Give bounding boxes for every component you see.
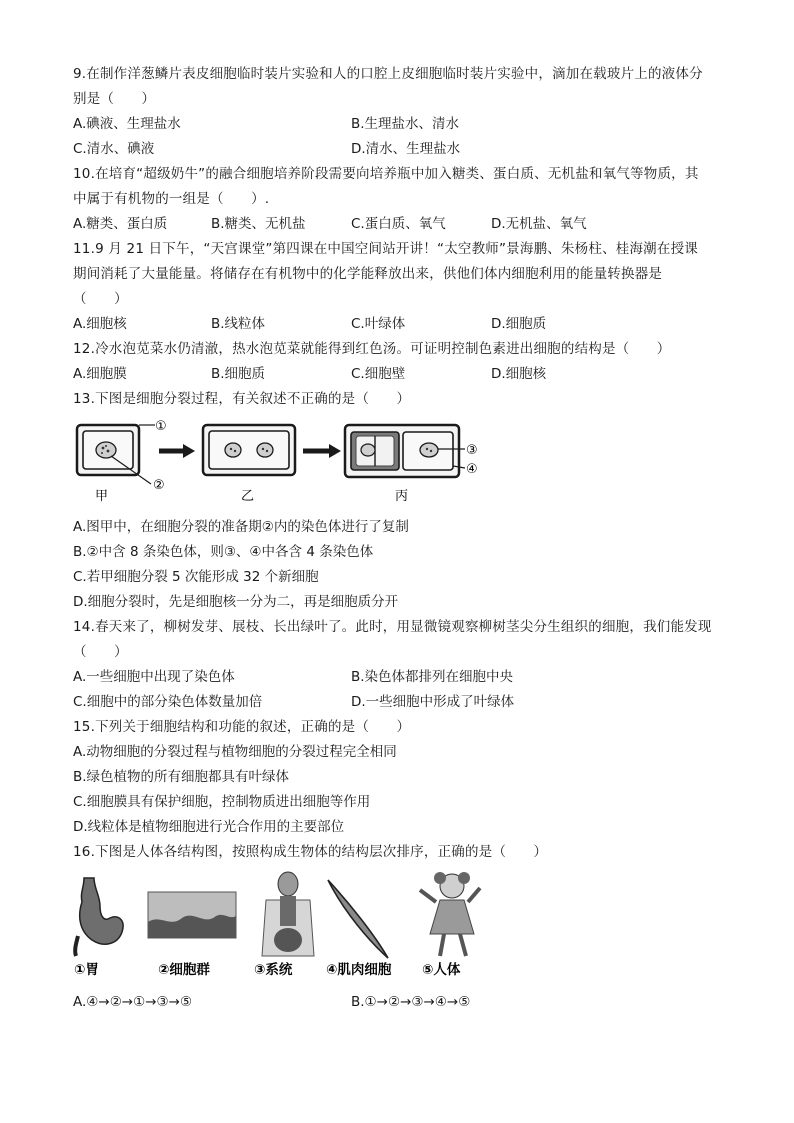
q9-option-d[interactable]: D.清水、生理盐水 (351, 141, 461, 157)
q11-option-a[interactable]: A.细胞核 (73, 316, 127, 332)
q10-stem-line2: 中属于有机物的一组是（ ）. (73, 191, 270, 207)
human-body-icon (420, 872, 480, 956)
q14-option-b[interactable]: B.染色体都排列在细胞中央 (351, 669, 514, 685)
q9-option-c[interactable]: C.清水、碘液 (73, 141, 155, 157)
q16-option-a[interactable]: A.④→②→①→③→⑤ (73, 994, 193, 1010)
q10-option-d[interactable]: D.无机盐、氧气 (491, 216, 587, 232)
body-structure-figure (70, 870, 490, 985)
mark-4: ④ (466, 462, 478, 477)
cell-bing (345, 425, 465, 477)
label-jia: 甲 (95, 489, 109, 504)
q10-option-a[interactable]: A.糖类、蛋白质 (73, 216, 168, 232)
label-bing: 丙 (395, 489, 409, 504)
mark-1: ① (155, 419, 167, 434)
q10-stem-line1: 10.在培育“超级奶牛”的融合细胞培养阶段需要向培养瓶中加入糖类、蛋白质、无机盐和氧气等物质，其 (73, 166, 699, 182)
q11-stem-line3: （ ） (73, 291, 128, 307)
cell-yi (203, 425, 295, 475)
q9-stem-line1: 9.在制作洋葱鳞片表皮细胞临时装片实验和人的口腔上皮细胞临时装片实验中，滴加在载玻片上的液体分 (73, 66, 703, 82)
q11-stem-line2: 期间消耗了大量能量。将储存在有机物中的化学能释放出来，供他们体内细胞利用的能量转换器是 (73, 266, 663, 282)
q13-option-d[interactable]: D.细胞分裂时，先是细胞核一分为二，再是细胞质分开 (73, 594, 399, 610)
q11-option-d[interactable]: D.细胞质 (491, 316, 547, 332)
cell-division-figure (73, 418, 483, 506)
q12-stem-line1: 12.冷水泡苋菜水仍清澈，热水泡苋菜就能得到红色汤。可证明控制色素进出细胞的结构是（ ） (73, 341, 671, 357)
q10-option-c[interactable]: C.蛋白质、氧气 (351, 216, 446, 232)
mark-2: ② (153, 478, 165, 493)
stomach-icon (75, 878, 123, 956)
q15-option-c[interactable]: C.细胞膜具有保护细胞，控制物质进出细胞等作用 (73, 794, 371, 810)
q9-stem-line2: 别是（ ） (73, 91, 156, 107)
q16-option-b[interactable]: B.①→②→③→④→⑤ (351, 994, 471, 1010)
muscle-cell-icon (328, 880, 388, 958)
q12-option-b[interactable]: B.细胞质 (211, 366, 266, 382)
q11-option-c[interactable]: C.叶绿体 (351, 316, 406, 332)
label-muscle-cell: ④肌肉细胞 (326, 962, 392, 978)
q14-stem-line2: （ ） (73, 644, 128, 660)
cell-jia (77, 425, 155, 484)
body-system-icon (262, 872, 314, 956)
label-system: ③系统 (254, 962, 293, 978)
q14-option-c[interactable]: C.细胞中的部分染色体数量加倍 (73, 694, 263, 710)
q10-option-b[interactable]: B.糖类、无机盐 (211, 216, 306, 232)
q9-option-b[interactable]: B.生理盐水、清水 (351, 116, 460, 132)
q12-option-a[interactable]: A.细胞膜 (73, 366, 127, 382)
q13-option-c[interactable]: C.若甲细胞分裂 5 次能形成 32 个新细胞 (73, 569, 319, 585)
q14-option-d[interactable]: D.一些细胞中形成了叶绿体 (351, 694, 515, 710)
q14-option-a[interactable]: A.一些细胞中出现了染色体 (73, 669, 235, 685)
cell-group-icon (148, 892, 236, 938)
arrow-1-head (183, 444, 195, 458)
q11-stem-line1: 11.9 月 21 日下午，“天宫课堂”第四课在中国空间站开讲！“太空教师”景海鹏、朱杨柱、桂海潮在授课 (73, 241, 698, 257)
q15-option-a[interactable]: A.动物细胞的分裂过程与植物细胞的分裂过程完全相同 (73, 744, 397, 760)
q11-option-b[interactable]: B.线粒体 (211, 316, 266, 332)
q15-option-b[interactable]: B.绿色植物的所有细胞都具有叶绿体 (73, 769, 290, 785)
label-human-body: ⑤人体 (422, 962, 461, 978)
label-cell-group: ②细胞群 (158, 962, 210, 978)
q9-option-a[interactable]: A.碘液、生理盐水 (73, 116, 181, 132)
mark-3: ③ (466, 443, 478, 458)
q12-option-d[interactable]: D.细胞核 (491, 366, 547, 382)
q12-option-c[interactable]: C.细胞壁 (351, 366, 406, 382)
q14-stem-line1: 14.春天来了，柳树发芽、展枝、长出绿叶了。此时，用显微镜观察柳树茎尖分生组织的细胞，我们能发现 (73, 619, 712, 635)
label-yi: 乙 (241, 489, 255, 504)
label-stomach: ①胃 (74, 962, 99, 978)
q13-option-b[interactable]: B.②中含 8 条染色体，则③、④中各含 4 条染色体 (73, 544, 374, 560)
arrow-2-head (329, 444, 341, 458)
q15-option-d[interactable]: D.线粒体是植物细胞进行光合作用的主要部位 (73, 819, 345, 835)
q16-stem-line1: 16.下图是人体各结构图，按照构成生物体的结构层次排序，正确的是（ ） (73, 844, 548, 860)
q15-stem-line1: 15.下列关于细胞结构和功能的叙述，正确的是（ ） (73, 719, 411, 735)
q13-option-a[interactable]: A.图甲中，在细胞分裂的准备期②内的染色体进行了复制 (73, 519, 409, 535)
q13-stem-line1: 13.下图是细胞分裂过程，有关叙述不正确的是（ ） (73, 391, 411, 407)
